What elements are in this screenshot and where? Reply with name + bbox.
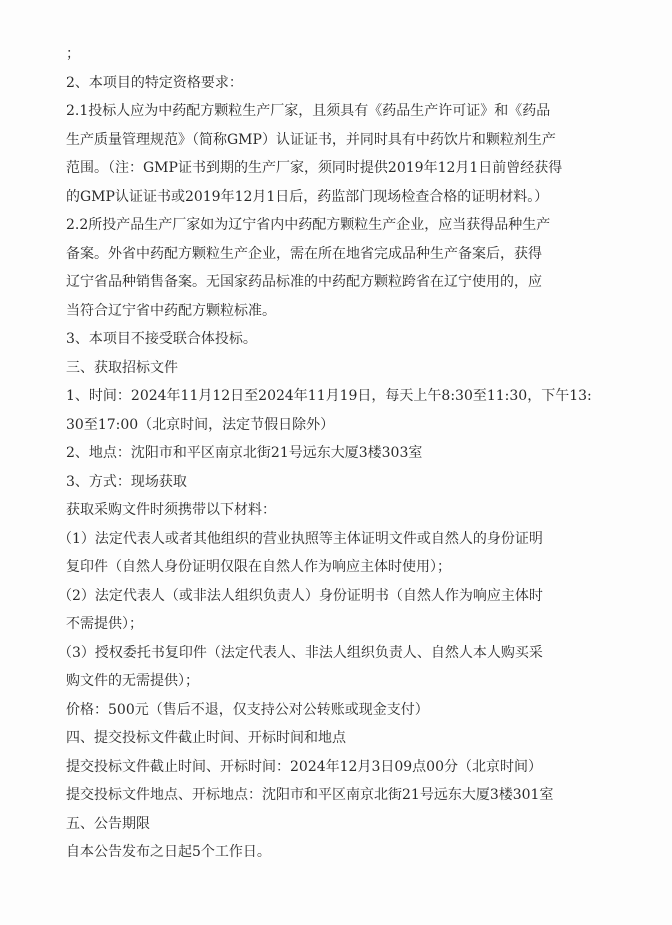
text-line: （2）法定代表人（或非法人组织负责人）身份证明书（自然人作为响应主体时 [58,587,543,604]
text-line: 2.1投标人应为中药配方颗粒生产厂家，且须具有《药品生产许可证》和《药品 [66,103,551,119]
text-line: 三、获取招标文件 [66,359,178,376]
text-line: 提交投标文件地点、开标地点：沈阳市和平区南京北街21号远东大厦3楼301室 [66,787,554,803]
text-line: 提交投标文件截止时间、开标时间：2024年12月3日09点00分（北京时间） [66,758,542,775]
text-line: 的GMP认证证书或2019年12月1日后，药监部门现场检查合格的证明材料。） [66,188,549,205]
text-line: 复印件（自然人身份证明仅限在自然人作为响应主体时使用）； [66,559,451,575]
text-line: （3）授权委托书复印件（法定代表人、非法人组织负责人、自然人本人购买采 [58,644,543,661]
text-line: 获取采购文件时须携带以下材料： [66,502,276,518]
text-line: 2.2所投产品生产厂家如为辽宁省内中药配方颗粒生产企业，应当获得品种生产 [66,217,551,233]
text-line: 辽宁省品种销售备案。无国家药品标准的中药配方颗粒跨省在辽宁使用的，应 [66,274,542,290]
text-line: 不需提供）； [66,616,143,632]
text-line: 30至17:00（北京时间，法定节假日除外） [66,416,335,433]
text-line: 价格：500元（售后不退，仅支持公对公转账或现金支付） [66,701,429,718]
text-line: 五、公告期限 [66,815,150,832]
text-line: 2、地点：沈阳市和平区南京北街21号远东大厦3楼303室 [66,445,423,461]
text-line: 自本公告发布之日起5个工作日。 [66,844,271,860]
text-line: 范围。（注：GMP证书到期的生产厂家，须同时提供2019年12月1日前曾经获得 [66,160,563,176]
text-line: 2、本项目的特定资格要求： [66,74,243,91]
text-line: 3、本项目不接受联合体投标。 [66,331,257,347]
text-line: 购文件的无需提供）； [66,673,199,689]
text-line: （1）法定代表人或者其他组织的营业执照等主体证明文件或自然人的身份证明 [58,530,543,547]
text-line: 生产质量管理规范》（简称GMP）认证证书，并同时具有中药饮片和颗粒剂生产 [66,131,556,148]
text-line: 3、方式：现场获取 [66,473,187,490]
text-line: 1、时间：2024年11月12日至2024年11月19日，每天上午8:30至11:30，下午13: [66,388,592,404]
text-line: 四、提交投标文件截止时间、开标时间和地点 [66,730,346,746]
text-line: 当符合辽宁省中药配方颗粒标准。 [66,302,276,319]
text-line: ； [66,46,80,62]
text-line: 备案。外省中药配方颗粒生产企业，需在所在地省完成品种生产备案后，获得 [66,245,542,262]
